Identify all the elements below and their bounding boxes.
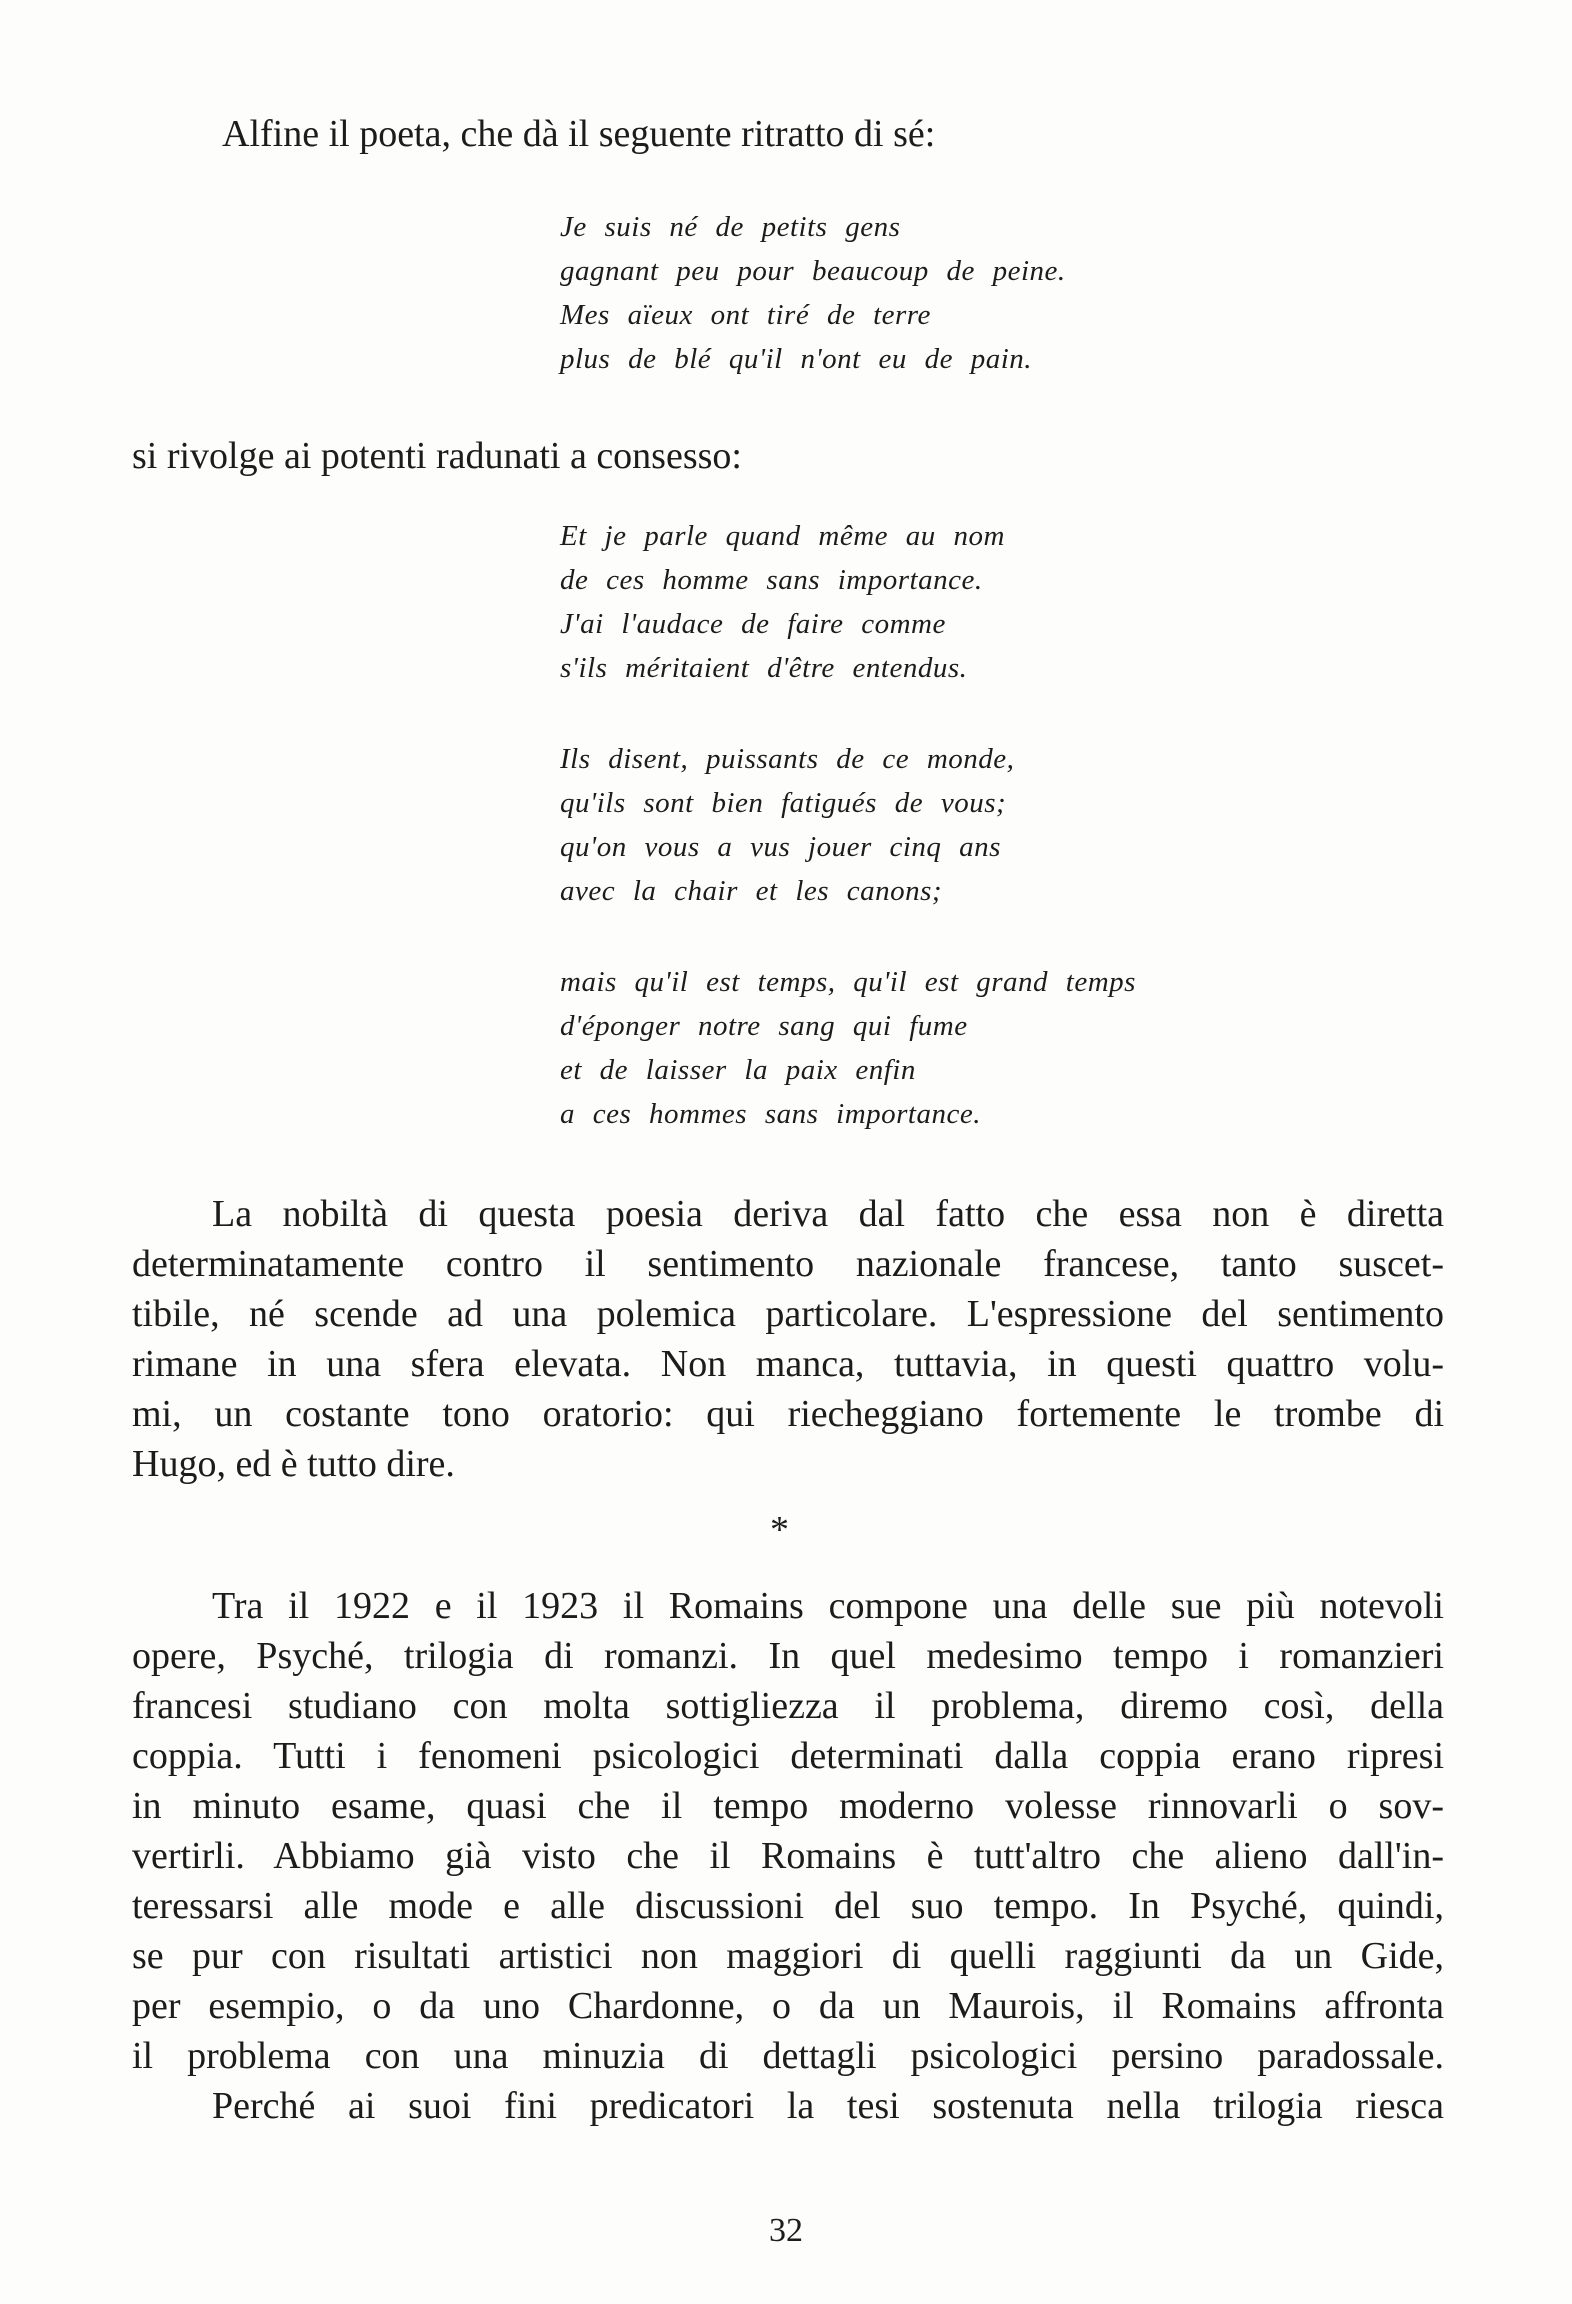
paragraph-line: rimane in una sfera elevata. Non manca, tuttavia, in questi quattro volu-: [132, 1343, 1444, 1385]
paragraph-line: in minuto esame, quasi che il tempo moderno volesse rinnovarli o sov-: [132, 1785, 1444, 1827]
verse-line: J'ai l'audace de faire comme: [560, 608, 946, 640]
verse-line: qu'ils sont bien fatigués de vous;: [560, 787, 1007, 819]
verse-line: Mes aïeux ont tiré de terre: [560, 299, 931, 331]
verse-line: a ces hommes sans importance.: [560, 1098, 981, 1130]
verse-line: Et je parle quand même au nom: [560, 520, 1005, 552]
paragraph-line: vertirli. Abbiamo già visto che il Romains è tutt'altro che alieno dall'in-: [132, 1835, 1444, 1877]
page-number: 32: [769, 2212, 803, 2249]
paragraph-line: determinatamente contro il sentimento nazionale francese, tanto suscet-: [132, 1243, 1444, 1285]
verse-line: Ils disent, puissants de ce monde,: [560, 743, 1015, 775]
section-separator: *: [770, 1509, 789, 1551]
intro-line: Alfine il poeta, che dà il seguente ritratto di sé:: [222, 113, 936, 155]
paragraph-line: opere, Psyché, trilogia di romanzi. In quel medesimo tempo i romanzieri: [132, 1635, 1444, 1677]
paragraph-line: Perché ai suoi fini predicatori la tesi sostenuta nella trilogia riesca: [212, 2085, 1444, 2127]
verse-line: avec la chair et les canons;: [560, 875, 943, 907]
paragraph-line: se pur con risultati artistici non maggiori di quelli raggiunti da un Gide,: [132, 1935, 1444, 1977]
verse-line: Je suis né de petits gens: [560, 211, 901, 243]
paragraph-line: per esempio, o da uno Chardonne, o da un Maurois, il Romains affronta: [132, 1985, 1444, 2027]
verse-line: s'ils méritaient d'être entendus.: [560, 652, 968, 684]
paragraph-line: teressarsi alle mode e alle discussioni del suo tempo. In Psyché, quindi,: [132, 1885, 1444, 1927]
paragraph-line: Tra il 1922 e il 1923 il Romains compone una delle sue più notevoli: [212, 1585, 1444, 1627]
paragraph-line: tibile, né scende ad una polemica particolare. L'espressione del sentimento: [132, 1293, 1444, 1335]
verse-line: qu'on vous a vus jouer cinq ans: [560, 831, 1001, 863]
verse-line: plus de blé qu'il n'ont eu de pain.: [560, 343, 1033, 375]
transition-line: si rivolge ai potenti radunati a consesso:: [132, 435, 742, 477]
verse-line: et de laisser la paix enfin: [560, 1054, 916, 1086]
paragraph-line: coppia. Tutti i fenomeni psicologici determinati dalla coppia erano ripresi: [132, 1735, 1444, 1777]
verse-line: d'éponger notre sang qui fume: [560, 1010, 968, 1042]
verse-line: gagnant peu pour beaucoup de peine.: [560, 255, 1066, 287]
paragraph-line: il problema con una minuzia di dettagli psicologici persino paradossale.: [132, 2035, 1444, 2077]
verse-line: mais qu'il est temps, qu'il est grand temps: [560, 966, 1136, 998]
paragraph-line: francesi studiano con molta sottigliezza il problema, diremo così, della: [132, 1685, 1444, 1727]
paragraph-line: La nobiltà di questa poesia deriva dal fatto che essa non è diretta: [212, 1193, 1444, 1235]
verse-line: de ces homme sans importance.: [560, 564, 983, 596]
paragraph-line: Hugo, ed è tutto dire.: [132, 1443, 455, 1485]
paragraph-line: mi, un costante tono oratorio: qui riecheggiano fortemente le trombe di: [132, 1393, 1444, 1435]
